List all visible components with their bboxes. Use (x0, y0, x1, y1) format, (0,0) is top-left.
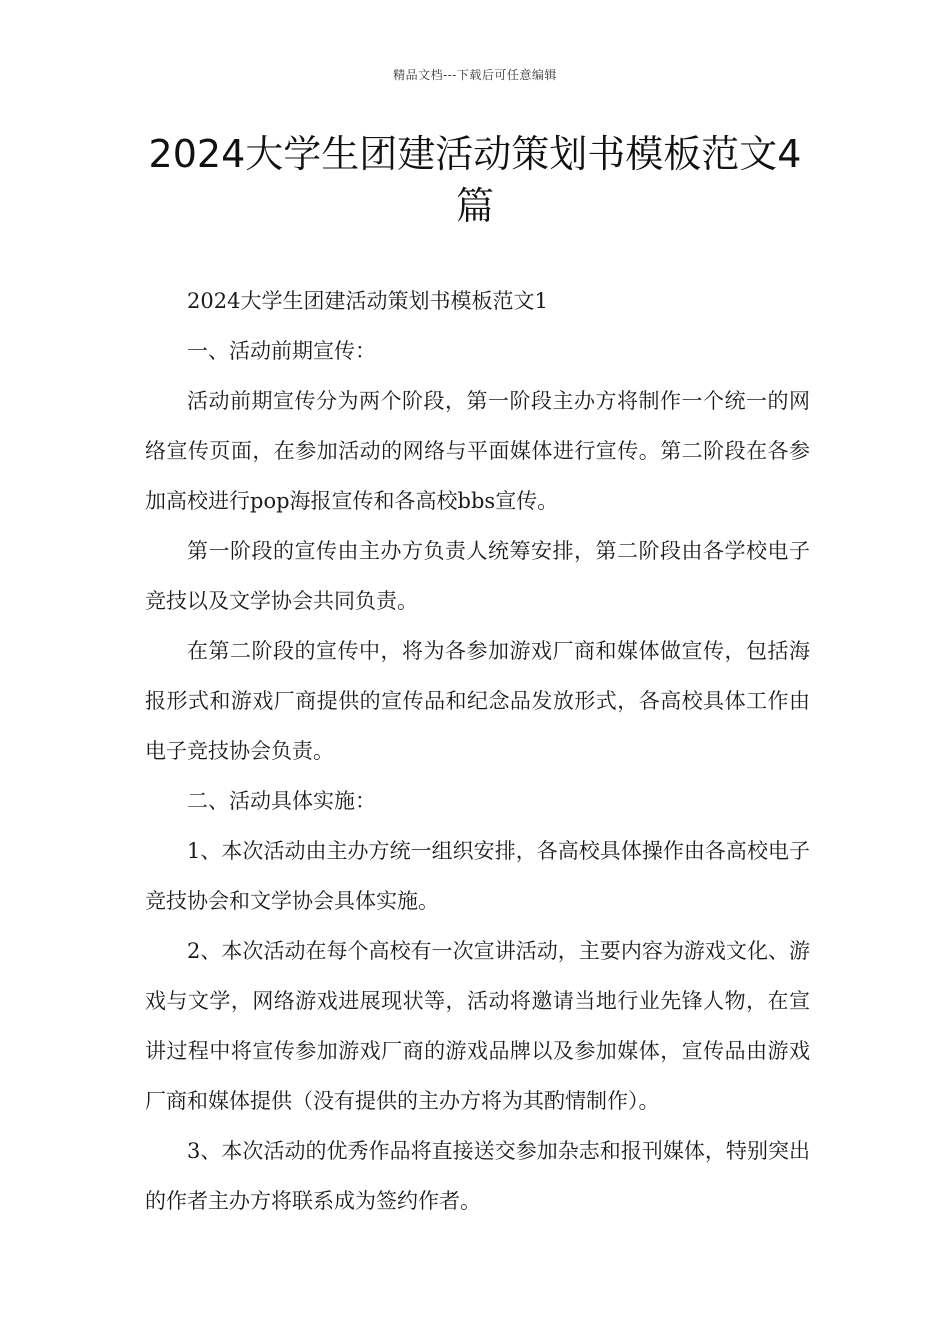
section-heading-implementation: 二、活动具体实施： (187, 789, 376, 813)
list-item-paragraph: 1、本次活动由主办方统一组织安排，各高校具体操作由各高校电子竞技协会和文学协会具体实施。 (145, 839, 810, 913)
section-heading-publicity: 一、活动前期宣传： (187, 339, 376, 363)
list-item-paragraph: 2、本次活动在每个高校有一次宣讲活动，主要内容为游戏文化、游戏与文学，网络游戏进展现状等，活动将邀请当地行业先锋人物，在宣讲过程中将宣传参加游戏厂商的游戏品牌以及参加媒体，宣传品由游戏厂商和媒体提供（没有提供的主办方将为其酌情制作）。 (145, 939, 810, 1113)
body-paragraph: 第一阶段的宣传由主办方负责人统筹安排，第二阶段由各学校电子竞技以及文学协会共同负责。 (145, 539, 810, 613)
document-body (145, 276, 810, 1226)
body-paragraph: 活动前期宣传分为两个阶段，第一阶段主办方将制作一个统一的网络宣传页面，在参加活动的网络与平面媒体进行宣传。第二阶段在各参加高校进行pop海报宣传和各高校bbs宣传。 (145, 389, 810, 513)
document-title: 2024大学生团建活动策划书模板范文4篇 (148, 132, 802, 228)
section-subtitle: 2024大学生团建活动策划书模板范文1 (187, 289, 548, 313)
page-header: 精品文档---下载后可任意编辑 (393, 68, 557, 82)
list-item-paragraph: 3、本次活动的优秀作品将直接送交参加杂志和报刊媒体，特别突出的作者主办方将联系成为签约作者。 (145, 1139, 810, 1213)
body-paragraph: 在第二阶段的宣传中，将为各参加游戏厂商和媒体做宣传，包括海报形式和游戏厂商提供的宣传品和纪念品发放形式，各高校具体工作由电子竞技协会负责。 (145, 639, 810, 763)
